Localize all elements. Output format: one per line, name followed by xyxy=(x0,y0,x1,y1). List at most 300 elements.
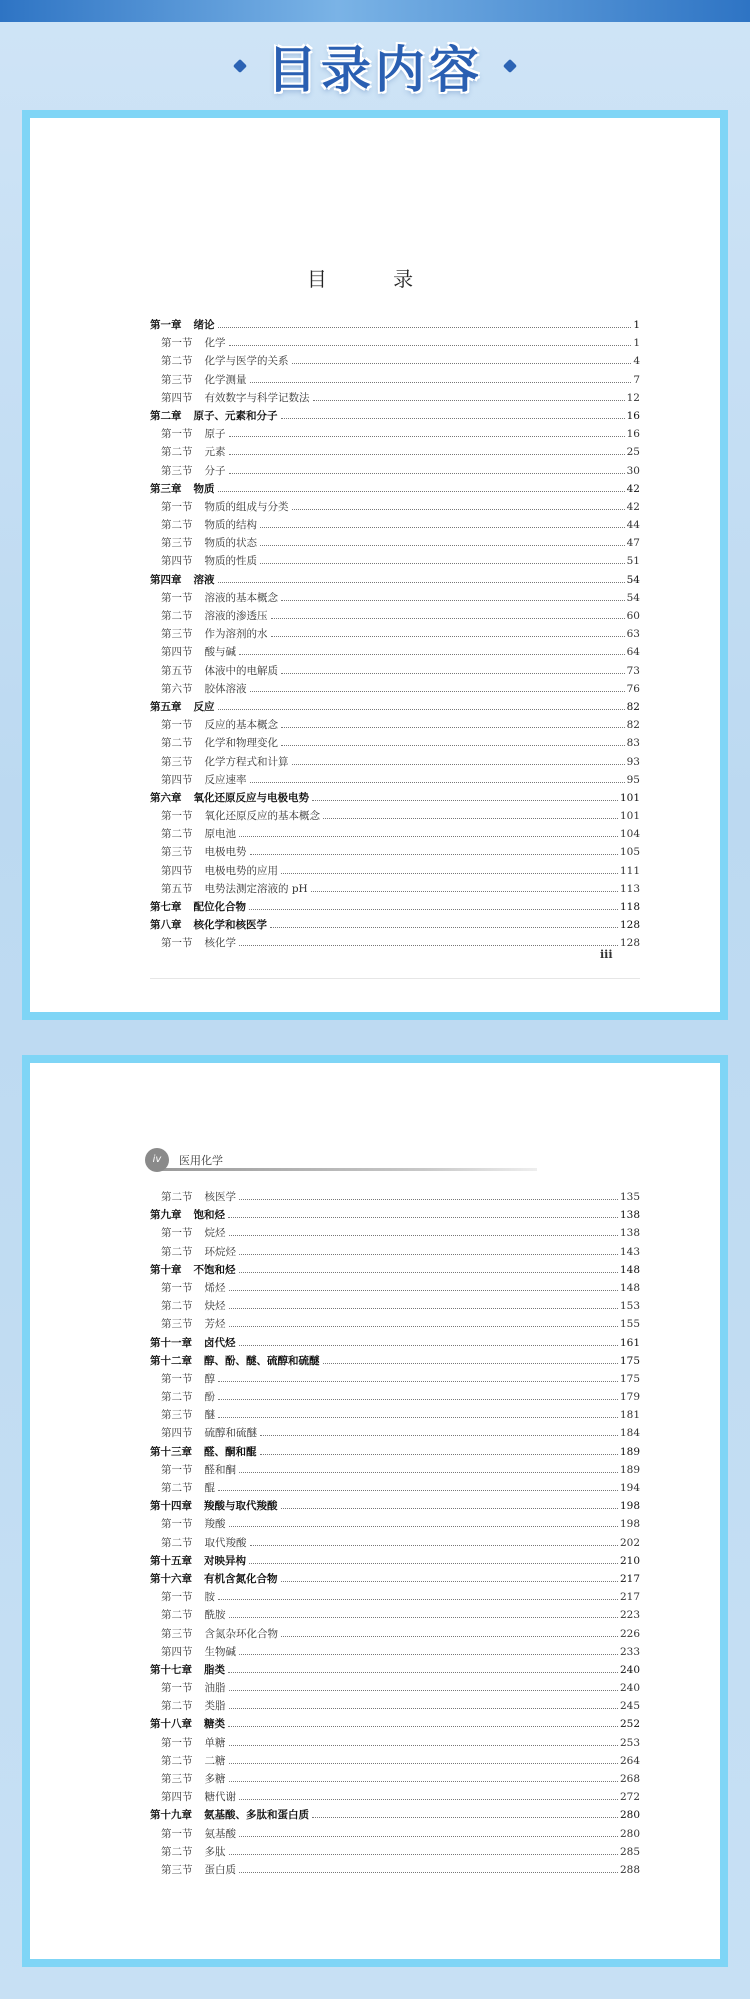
toc-entry-title: 氨基酸、多肽和蛋白质 xyxy=(204,1809,309,1822)
toc-entry-title: 烷烃 xyxy=(204,1227,226,1240)
dot-leader xyxy=(292,362,632,364)
toc-entry-page: 7 xyxy=(633,373,640,386)
toc-entry-page: 30 xyxy=(626,464,640,477)
toc-entry-title: 电极电势的应用 xyxy=(204,864,278,877)
toc-chapter-row xyxy=(150,1570,640,1588)
toc-entry-number: 第四节 xyxy=(161,1427,193,1440)
banner xyxy=(0,22,750,110)
toc-entry-number: 第三节 xyxy=(161,846,193,859)
dot-leader xyxy=(218,1489,618,1491)
dot-leader xyxy=(281,672,625,674)
dot-leader xyxy=(228,1725,618,1727)
dot-leader xyxy=(260,544,625,546)
dot-leader xyxy=(239,1344,618,1346)
dot-leader xyxy=(239,1835,618,1837)
toc-entry-number: 第二节 xyxy=(161,1754,193,1767)
dot-leader xyxy=(228,1216,618,1218)
toc-entry-title: 多糖 xyxy=(204,1773,226,1785)
toc-entry-page: 135 xyxy=(619,1191,640,1203)
dot-leader xyxy=(218,1380,618,1382)
toc-entry-page: 280 xyxy=(619,1809,640,1822)
toc-entry-title: 不饱和烃 xyxy=(193,1263,236,1276)
dot-leader xyxy=(218,490,625,492)
dot-leader xyxy=(313,399,625,401)
toc-entry-page: 253 xyxy=(619,1736,640,1749)
running-header xyxy=(145,1148,525,1174)
toc-entry-number: 第二节 xyxy=(161,828,193,841)
toc-entry-number: 第十三章 xyxy=(150,1445,192,1458)
toc-entry-title: 有效数字与科学记数法 xyxy=(204,391,310,404)
toc-entry-number: 第一节 xyxy=(161,428,193,441)
toc-section-row xyxy=(150,1643,640,1661)
page-number: iii xyxy=(600,948,613,961)
toc-entry-title: 醛、酮和醌 xyxy=(204,1445,257,1458)
diamond-bullet-icon xyxy=(503,59,517,73)
toc-entry-page: 240 xyxy=(619,1663,640,1676)
toc-section-row xyxy=(150,552,640,570)
toc-entry-number: 第一节 xyxy=(161,591,193,604)
toc-entry-page: 95 xyxy=(626,773,640,786)
toc-section-row xyxy=(150,1479,640,1497)
dot-leader xyxy=(281,744,625,746)
page-bottom-rule xyxy=(150,978,640,979)
dot-leader xyxy=(239,1871,618,1873)
toc-entry-title: 多肽 xyxy=(204,1845,226,1858)
dot-leader xyxy=(281,1580,618,1582)
dot-leader xyxy=(229,1780,618,1782)
toc-entry-title: 电势法测定溶液的 pH xyxy=(204,882,308,895)
toc-entry-number: 第一节 xyxy=(161,1372,193,1385)
toc-section-row xyxy=(150,425,640,443)
toc-entry-page: 217 xyxy=(619,1572,640,1585)
toc-entry-page: 189 xyxy=(619,1463,640,1476)
toc-entry-page: 42 xyxy=(626,500,640,513)
dot-leader xyxy=(239,835,618,837)
dot-leader xyxy=(312,1816,618,1818)
toc-section-row xyxy=(150,1188,640,1206)
toc-entry-title: 油脂 xyxy=(204,1682,226,1695)
dot-leader xyxy=(260,562,625,564)
dot-leader xyxy=(239,1271,618,1273)
toc-entry-title: 核医学 xyxy=(204,1191,236,1203)
toc-section-row xyxy=(150,680,640,698)
toc-entry-title: 作为溶剂的水 xyxy=(204,628,268,641)
toc-entry-page: 54 xyxy=(626,591,640,604)
toc-entry-page: 143 xyxy=(619,1245,640,1258)
dot-leader xyxy=(229,1616,618,1618)
toc-entry-title: 类脂 xyxy=(204,1700,226,1713)
toc-chapter-row xyxy=(150,1552,640,1570)
toc-entry-number: 第三节 xyxy=(161,537,193,550)
toc-section-row xyxy=(150,862,640,880)
toc-section-row xyxy=(150,716,640,734)
dot-leader xyxy=(229,1689,618,1691)
dot-leader xyxy=(229,1525,618,1527)
toc-entry-title: 绪论 xyxy=(193,319,215,331)
toc-chapter-row xyxy=(150,916,640,934)
toc-section-row xyxy=(150,625,640,643)
toc-entry-number: 第五章 xyxy=(150,700,182,713)
toc-entry-title: 酚 xyxy=(204,1391,215,1404)
toc-entry-page: 128 xyxy=(619,937,640,950)
dot-leader xyxy=(271,617,625,619)
toc-section-row xyxy=(150,1243,640,1261)
dot-leader xyxy=(260,1453,618,1455)
toc-entry-number: 第二节 xyxy=(161,355,193,368)
toc-entry-page: 73 xyxy=(626,664,640,677)
toc-section-row xyxy=(150,880,640,898)
dot-leader xyxy=(281,726,625,728)
toc-section-row xyxy=(150,1370,640,1388)
toc-entry-page: 288 xyxy=(619,1863,640,1876)
toc-entry-title: 蛋白质 xyxy=(204,1863,236,1876)
toc-entry-title: 化学与医学的关系 xyxy=(204,355,289,368)
toc-entry-title: 原子 xyxy=(204,428,226,441)
toc-entry-title: 氧化还原反应与电极电势 xyxy=(193,791,309,804)
toc-entry-page: 189 xyxy=(619,1445,640,1458)
dot-leader xyxy=(250,781,625,783)
dot-leader xyxy=(239,1253,618,1255)
toc-entry-title: 二糖 xyxy=(204,1754,226,1767)
toc-entry-title: 物质的组成与分类 xyxy=(204,500,289,513)
toc-entry-title: 酰胺 xyxy=(204,1609,226,1622)
dot-leader xyxy=(323,1362,618,1364)
dot-leader xyxy=(218,1416,618,1418)
toc-chapter-row xyxy=(150,1497,640,1515)
toc-entry-page: 285 xyxy=(619,1845,640,1858)
toc-section-row xyxy=(150,1861,640,1879)
toc-section-row xyxy=(150,1734,640,1752)
dot-leader xyxy=(239,653,625,655)
toc-section-row xyxy=(150,1315,640,1333)
toc-entry-number: 第三节 xyxy=(161,628,193,641)
toc-entry-number: 第十六章 xyxy=(150,1572,192,1585)
toc-section-row xyxy=(150,1588,640,1606)
toc-entry-title: 胶体溶液 xyxy=(204,682,247,695)
toc-section-row xyxy=(150,1424,640,1442)
toc-entry-title: 含氮杂环化合物 xyxy=(204,1627,278,1640)
dot-leader xyxy=(218,581,625,583)
banner-title: 目录内容 xyxy=(267,41,483,99)
header-rule xyxy=(157,1168,537,1171)
toc-entry-page: 264 xyxy=(619,1754,640,1767)
toc-entry-title: 化学和物理变化 xyxy=(204,737,278,750)
toc-entry-number: 第一节 xyxy=(161,719,193,732)
toc-entry-title: 电极电势 xyxy=(204,846,247,859)
toc-chapter-row xyxy=(150,1334,640,1352)
toc-section-row xyxy=(150,771,640,789)
toc-chapter-row xyxy=(150,698,640,716)
toc-entry-page: 60 xyxy=(626,610,640,622)
toc-entry-title: 溶液 xyxy=(193,573,215,586)
toc-entry-number: 第一节 xyxy=(161,1827,193,1840)
toc-entry-page: 1 xyxy=(633,337,640,350)
toc-entry-number: 第三节 xyxy=(161,373,193,386)
dot-leader xyxy=(229,1289,618,1291)
toc-section-row xyxy=(150,1679,640,1697)
dot-leader xyxy=(250,853,618,855)
toc-entry-title: 炔烃 xyxy=(204,1300,226,1313)
toc-section-row xyxy=(150,534,640,552)
toc-entry-page: 198 xyxy=(619,1518,640,1531)
toc-entry-number: 第一节 xyxy=(161,1736,193,1749)
toc-entry-page: 161 xyxy=(619,1336,640,1349)
toc-section-row xyxy=(150,662,640,680)
toc-entry-page: 198 xyxy=(619,1500,640,1513)
page-number-badge: iv xyxy=(145,1148,169,1172)
toc-entry-page: 83 xyxy=(626,737,640,750)
toc-entry-number: 第六节 xyxy=(161,682,193,695)
toc-section-row xyxy=(150,643,640,661)
toc-page-1 xyxy=(22,110,728,1020)
toc-entry-title: 溶液的基本概念 xyxy=(204,591,278,604)
toc-entry-page: 217 xyxy=(619,1591,640,1604)
toc-list xyxy=(150,316,640,953)
toc-section-row xyxy=(150,389,640,407)
toc-entry-title: 核化学 xyxy=(204,937,236,950)
toc-entry-title: 醛和酮 xyxy=(204,1463,236,1476)
toc-entry-page: 280 xyxy=(619,1827,640,1840)
toc-title: 目 录 xyxy=(306,267,444,291)
toc-entry-page: 153 xyxy=(619,1300,640,1313)
toc-entry-number: 第五节 xyxy=(161,882,193,895)
dot-leader xyxy=(323,817,618,819)
toc-entry-number: 第二节 xyxy=(161,1482,193,1494)
toc-entry-page: 138 xyxy=(619,1209,640,1222)
dot-leader xyxy=(218,326,632,328)
toc-entry-number: 第一节 xyxy=(161,1227,193,1240)
toc-entry-title: 溶液的渗透压 xyxy=(204,610,268,622)
toc-entry-number: 第二节 xyxy=(161,1191,193,1203)
toc-chapter-row xyxy=(150,898,640,916)
toc-entry-page: 82 xyxy=(626,700,640,713)
toc-entry-title: 反应 xyxy=(193,700,215,713)
toc-section-row xyxy=(150,1279,640,1297)
toc-entry-number: 第一节 xyxy=(161,1682,193,1695)
toc-section-row xyxy=(150,1297,640,1315)
toc-entry-number: 第三节 xyxy=(161,1863,193,1876)
dot-leader xyxy=(249,1562,618,1564)
toc-entry-title: 化学 xyxy=(204,337,226,350)
book-title: 医用化学 xyxy=(179,1154,223,1167)
toc-entry-number: 第四节 xyxy=(161,646,193,659)
toc-entry-page: 104 xyxy=(619,828,640,841)
toc-entry-title: 分子 xyxy=(204,464,226,477)
toc-entry-number: 第十九章 xyxy=(150,1809,192,1822)
dot-leader xyxy=(249,908,618,910)
toc-entry-number: 第二节 xyxy=(161,1300,193,1313)
toc-chapter-row xyxy=(150,407,640,425)
dot-leader xyxy=(229,1325,618,1327)
toc-section-row xyxy=(150,516,640,534)
dot-leader xyxy=(281,1507,618,1509)
toc-entry-number: 第三节 xyxy=(161,1318,193,1331)
toc-entry-number: 第十七章 xyxy=(150,1663,192,1676)
dot-leader xyxy=(218,1398,618,1400)
toc-entry-number: 第三节 xyxy=(161,464,193,477)
dot-leader xyxy=(229,472,625,474)
toc-section-row xyxy=(150,1825,640,1843)
toc-entry-page: 202 xyxy=(619,1536,640,1549)
toc-entry-page: 252 xyxy=(619,1718,640,1731)
dot-leader xyxy=(229,1762,618,1764)
toc-entry-number: 第二节 xyxy=(161,1391,193,1404)
toc-entry-title: 环烷烃 xyxy=(204,1245,236,1258)
dot-leader xyxy=(229,1307,618,1309)
toc-entry-number: 第三节 xyxy=(161,1773,193,1785)
toc-entry-number: 第一节 xyxy=(161,810,193,823)
dot-leader xyxy=(239,1653,618,1655)
dot-leader xyxy=(281,599,625,601)
toc-entry-number: 第四节 xyxy=(161,773,193,786)
toc-entry-title: 糖类 xyxy=(204,1718,225,1731)
toc-entry-number: 第三节 xyxy=(161,1409,193,1422)
toc-chapter-row xyxy=(150,571,640,589)
toc-chapter-row xyxy=(150,1715,640,1733)
toc-entry-title: 糖代谢 xyxy=(204,1791,236,1804)
toc-entry-number: 第六章 xyxy=(150,791,182,804)
toc-entry-title: 体液中的电解质 xyxy=(204,664,278,677)
toc-chapter-row xyxy=(150,789,640,807)
toc-entry-number: 第二节 xyxy=(161,1245,193,1258)
toc-entry-page: 175 xyxy=(619,1354,640,1367)
toc-entry-number: 第二章 xyxy=(150,409,182,422)
toc-entry-page: 194 xyxy=(619,1482,640,1494)
toc-entry-page: 148 xyxy=(619,1281,640,1294)
dot-leader xyxy=(218,1598,618,1600)
toc-entry-title: 饱和烃 xyxy=(193,1209,225,1222)
toc-entry-number: 第一节 xyxy=(161,937,193,950)
toc-entry-title: 醚 xyxy=(204,1409,215,1422)
toc-entry-number: 第四节 xyxy=(161,555,193,568)
toc-entry-title: 配位化合物 xyxy=(193,901,246,913)
toc-section-row xyxy=(150,734,640,752)
toc-entry-number: 第一节 xyxy=(161,1591,193,1604)
toc-entry-number: 第七章 xyxy=(150,901,182,913)
toc-entry-title: 取代羧酸 xyxy=(204,1536,247,1549)
toc-entry-title: 生物碱 xyxy=(204,1645,236,1658)
toc-entry-number: 第一章 xyxy=(150,319,182,331)
toc-entry-number: 第五节 xyxy=(161,664,193,677)
dot-leader xyxy=(250,381,632,383)
toc-entry-page: 82 xyxy=(626,719,640,732)
toc-entry-page: 233 xyxy=(619,1645,640,1658)
toc-entry-page: 47 xyxy=(626,537,640,550)
toc-page-2 xyxy=(22,1055,728,1967)
toc-entry-page: 245 xyxy=(619,1700,640,1713)
dot-leader xyxy=(260,1434,618,1436)
toc-entry-page: 93 xyxy=(626,755,640,768)
toc-entry-title: 氨基酸 xyxy=(204,1827,236,1840)
dot-leader xyxy=(312,799,618,801)
toc-section-row xyxy=(150,934,640,952)
toc-entry-number: 第三节 xyxy=(161,755,193,768)
top-decorative-strip xyxy=(0,0,750,22)
toc-list xyxy=(150,1188,640,1879)
toc-section-row xyxy=(150,1534,640,1552)
toc-entry-number: 第十一章 xyxy=(150,1336,192,1349)
toc-chapter-row xyxy=(150,1206,640,1224)
toc-entry-number: 第一节 xyxy=(161,1518,193,1531)
toc-chapter-row xyxy=(150,1661,640,1679)
dot-leader xyxy=(229,1234,618,1236)
toc-entry-page: 268 xyxy=(619,1773,640,1785)
toc-entry-number: 第九章 xyxy=(150,1209,182,1222)
toc-entry-page: 175 xyxy=(619,1372,640,1385)
toc-entry-number: 第四节 xyxy=(161,391,193,404)
toc-section-row xyxy=(150,1752,640,1770)
toc-entry-title: 酸与碱 xyxy=(204,646,236,659)
toc-entry-number: 第十章 xyxy=(150,1263,182,1276)
dot-leader xyxy=(281,1635,618,1637)
toc-entry-page: 113 xyxy=(619,882,640,895)
dot-leader xyxy=(270,926,618,928)
dot-leader xyxy=(228,1671,618,1673)
dot-leader xyxy=(229,1707,618,1709)
toc-entry-number: 第二节 xyxy=(161,1609,193,1622)
toc-section-row xyxy=(150,753,640,771)
toc-entry-number: 第四节 xyxy=(161,1645,193,1658)
toc-entry-page: 101 xyxy=(619,810,640,823)
toc-chapter-row xyxy=(150,1806,640,1824)
toc-entry-number: 第八章 xyxy=(150,919,182,932)
toc-entry-title: 物质的状态 xyxy=(204,537,257,550)
toc-entry-page: 272 xyxy=(619,1791,640,1804)
toc-entry-title: 脂类 xyxy=(204,1663,225,1676)
toc-chapter-row xyxy=(150,480,640,498)
dot-leader xyxy=(218,708,625,710)
toc-entry-title: 化学方程式和计算 xyxy=(204,755,289,768)
toc-entry-title: 胺 xyxy=(204,1591,215,1604)
toc-section-row xyxy=(150,1406,640,1424)
toc-entry-number: 第二节 xyxy=(161,519,193,532)
toc-chapter-row xyxy=(150,1261,640,1279)
toc-entry-title: 羧酸 xyxy=(204,1518,226,1531)
dot-leader xyxy=(239,1471,618,1473)
toc-section-row xyxy=(150,1606,640,1624)
toc-entry-title: 羧酸与取代羧酸 xyxy=(204,1500,278,1513)
toc-entry-title: 反应的基本概念 xyxy=(204,719,278,732)
toc-chapter-row xyxy=(150,316,640,334)
dot-leader xyxy=(229,344,632,346)
toc-entry-title: 化学测量 xyxy=(204,373,247,386)
toc-entry-page: 64 xyxy=(626,646,640,659)
toc-entry-page: 155 xyxy=(619,1318,640,1331)
toc-section-row xyxy=(150,607,640,625)
toc-entry-number: 第二节 xyxy=(161,1536,193,1549)
dot-leader xyxy=(250,690,625,692)
dot-leader xyxy=(250,1544,618,1546)
toc-entry-number: 第四节 xyxy=(161,864,193,877)
toc-entry-number: 第一节 xyxy=(161,337,193,350)
toc-section-row xyxy=(150,825,640,843)
toc-chapter-row xyxy=(150,1352,640,1370)
toc-entry-page: 118 xyxy=(619,901,640,913)
toc-entry-page: 210 xyxy=(619,1554,640,1567)
toc-entry-title: 醇、酚、醚、硫醇和硫醚 xyxy=(204,1354,320,1367)
toc-entry-number: 第十八章 xyxy=(150,1718,192,1731)
toc-section-row xyxy=(150,807,640,825)
toc-entry-page: 4 xyxy=(633,355,640,368)
toc-entry-number: 第十五章 xyxy=(150,1554,192,1567)
toc-entry-page: 223 xyxy=(619,1609,640,1622)
toc-entry-title: 反应速率 xyxy=(204,773,247,786)
toc-entry-title: 核化学和核医学 xyxy=(193,919,267,932)
toc-entry-page: 184 xyxy=(619,1427,640,1440)
toc-section-row xyxy=(150,589,640,607)
dot-leader xyxy=(281,872,618,874)
toc-section-row xyxy=(150,498,640,516)
